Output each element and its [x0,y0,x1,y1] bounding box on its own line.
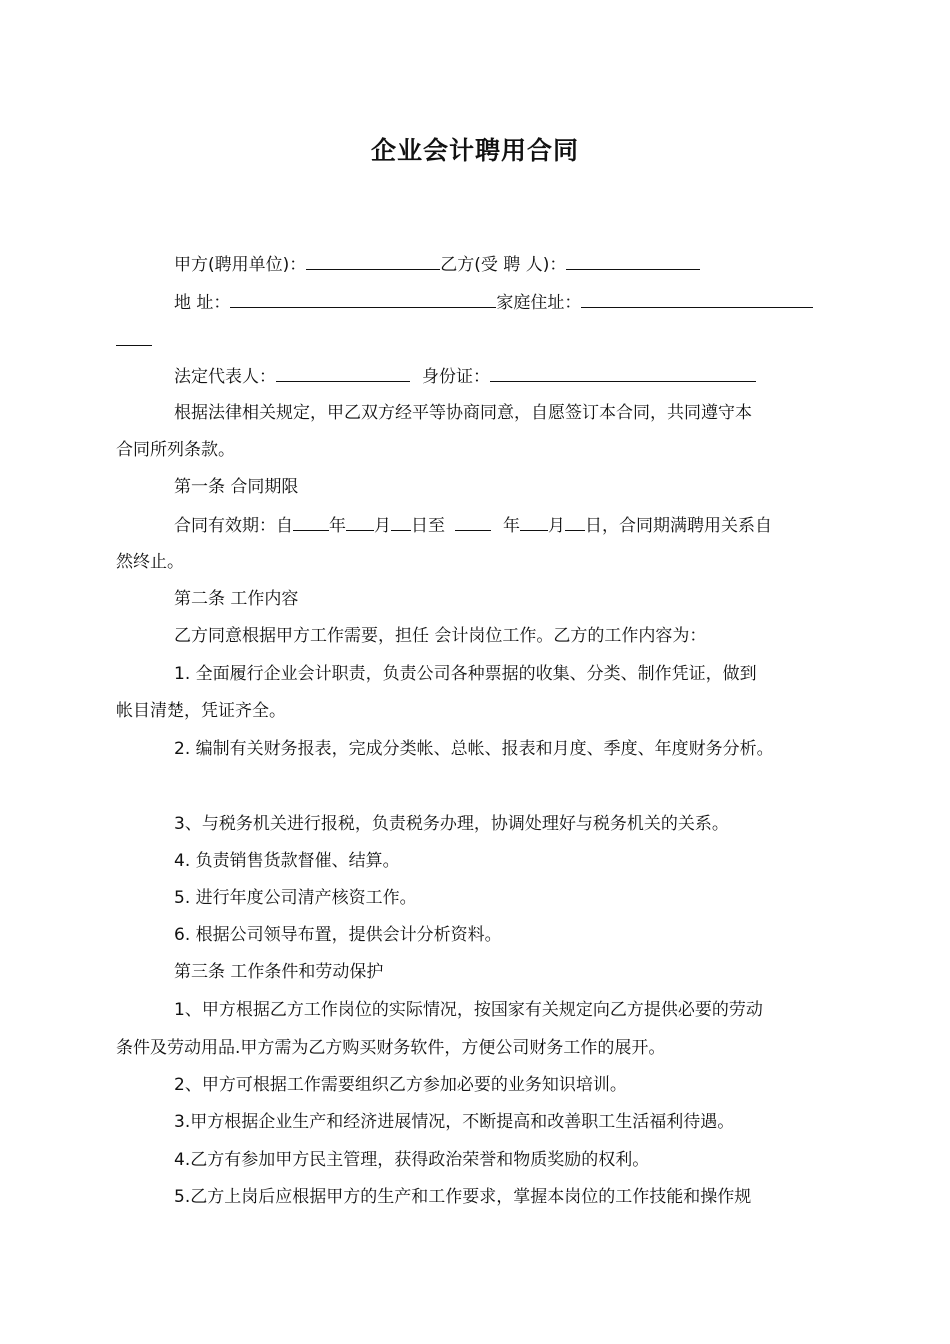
party-a-blank[interactable] [306,252,440,270]
home-address-blank-cont[interactable] [116,328,152,346]
duty-item-6: 6. 根据公司领导布置，提供会计分析资料。 [174,925,502,945]
article-2-title: 第二条 工作内容 [174,589,299,609]
day-to-label: 日至 [411,516,445,536]
condition-item-3: 3.甲方根据企业生产和经济进展情况，不断提高和改善职工生活福利待遇。 [174,1112,735,1132]
article-3-title: 第三条 工作条件和劳动保护 [174,962,384,982]
term-tail-label: 日，合同期满聘用关系自 [585,516,772,536]
condition-item-2: 2、甲方可根据工作需要组织乙方参加必要的业务知识培训。 [174,1075,627,1095]
end-year-blank[interactable] [455,513,491,531]
term-from-label: 合同有效期：自 [174,516,293,536]
address-continuation [116,328,152,353]
condition-item-4: 4.乙方有参加甲方民主管理，获得政治荣誉和物质奖励的权利。 [174,1150,650,1170]
address-label: 地 址： [174,293,231,313]
intro-line-1: 根据法律相关规定，甲乙双方经平等协商同意，自愿签订本合同，共同遵守本 [174,403,752,423]
article-2-intro: 乙方同意根据甲方工作需要，担任 会计岗位工作。乙方的工作内容为： [174,626,707,646]
article-1-title: 第一条 合同期限 [174,477,299,497]
duty-item-1: 1. 全面履行企业会计职责，负责公司各种票据的收集、分类、制作凭证，做到 [174,664,757,684]
start-year-blank[interactable] [293,513,329,531]
month-label: 月 [374,516,391,536]
term-end: 然终止。 [116,552,184,572]
duty-item-4: 4. 负责销售货款督催、结算。 [174,851,400,871]
duty-item-3: 3、与税务机关进行报税，负责税务办理，协调处理好与税务机关的关系。 [174,814,729,834]
end-month-blank[interactable] [520,513,548,531]
id-label: 身份证： [422,367,490,387]
start-month-blank[interactable] [346,513,374,531]
address-blank[interactable] [230,290,496,308]
duty-item-2: 2. 编制有关财务报表，完成分类帐、总帐、报表和月度、季度、年度财务分析。 [174,739,774,759]
end-day-blank[interactable] [565,513,585,531]
party-line [174,252,700,277]
year-label-2: 年 [503,516,520,536]
home-address-label: 家庭住址： [496,293,582,313]
intro-line-2: 合同所列条款。 [116,440,235,460]
year-label: 年 [329,516,346,536]
party-b-label: 乙方(受 聘 人)： [440,255,567,275]
duty-item-5: 5. 进行年度公司清产核资工作。 [174,888,417,908]
id-blank[interactable] [490,364,756,382]
start-day-blank[interactable] [391,513,411,531]
address-line [174,290,813,315]
duty-item-1-cont: 帐目清楚，凭证齐全。 [116,701,286,721]
rep-blank[interactable] [276,364,410,382]
term-line [174,513,772,538]
page-title: 企业会计聘用合同 [370,136,579,165]
condition-item-1-cont: 条件及劳动用品.甲方需为乙方购买财务软件，方便公司财务工作的展开。 [116,1038,666,1058]
condition-item-5: 5.乙方上岗后应根据甲方的生产和工作要求，掌握本岗位的工作技能和操作规 [174,1187,752,1207]
home-address-blank[interactable] [581,290,813,308]
month-label-2: 月 [548,516,565,536]
condition-item-1: 1、甲方根据乙方工作岗位的实际情况，按国家有关规定向乙方提供必要的劳动 [174,1000,763,1020]
party-b-blank[interactable] [566,252,700,270]
rep-label: 法定代表人： [174,367,276,387]
party-a-label: 甲方(聘用单位)： [174,255,307,275]
rep-line [174,364,756,389]
